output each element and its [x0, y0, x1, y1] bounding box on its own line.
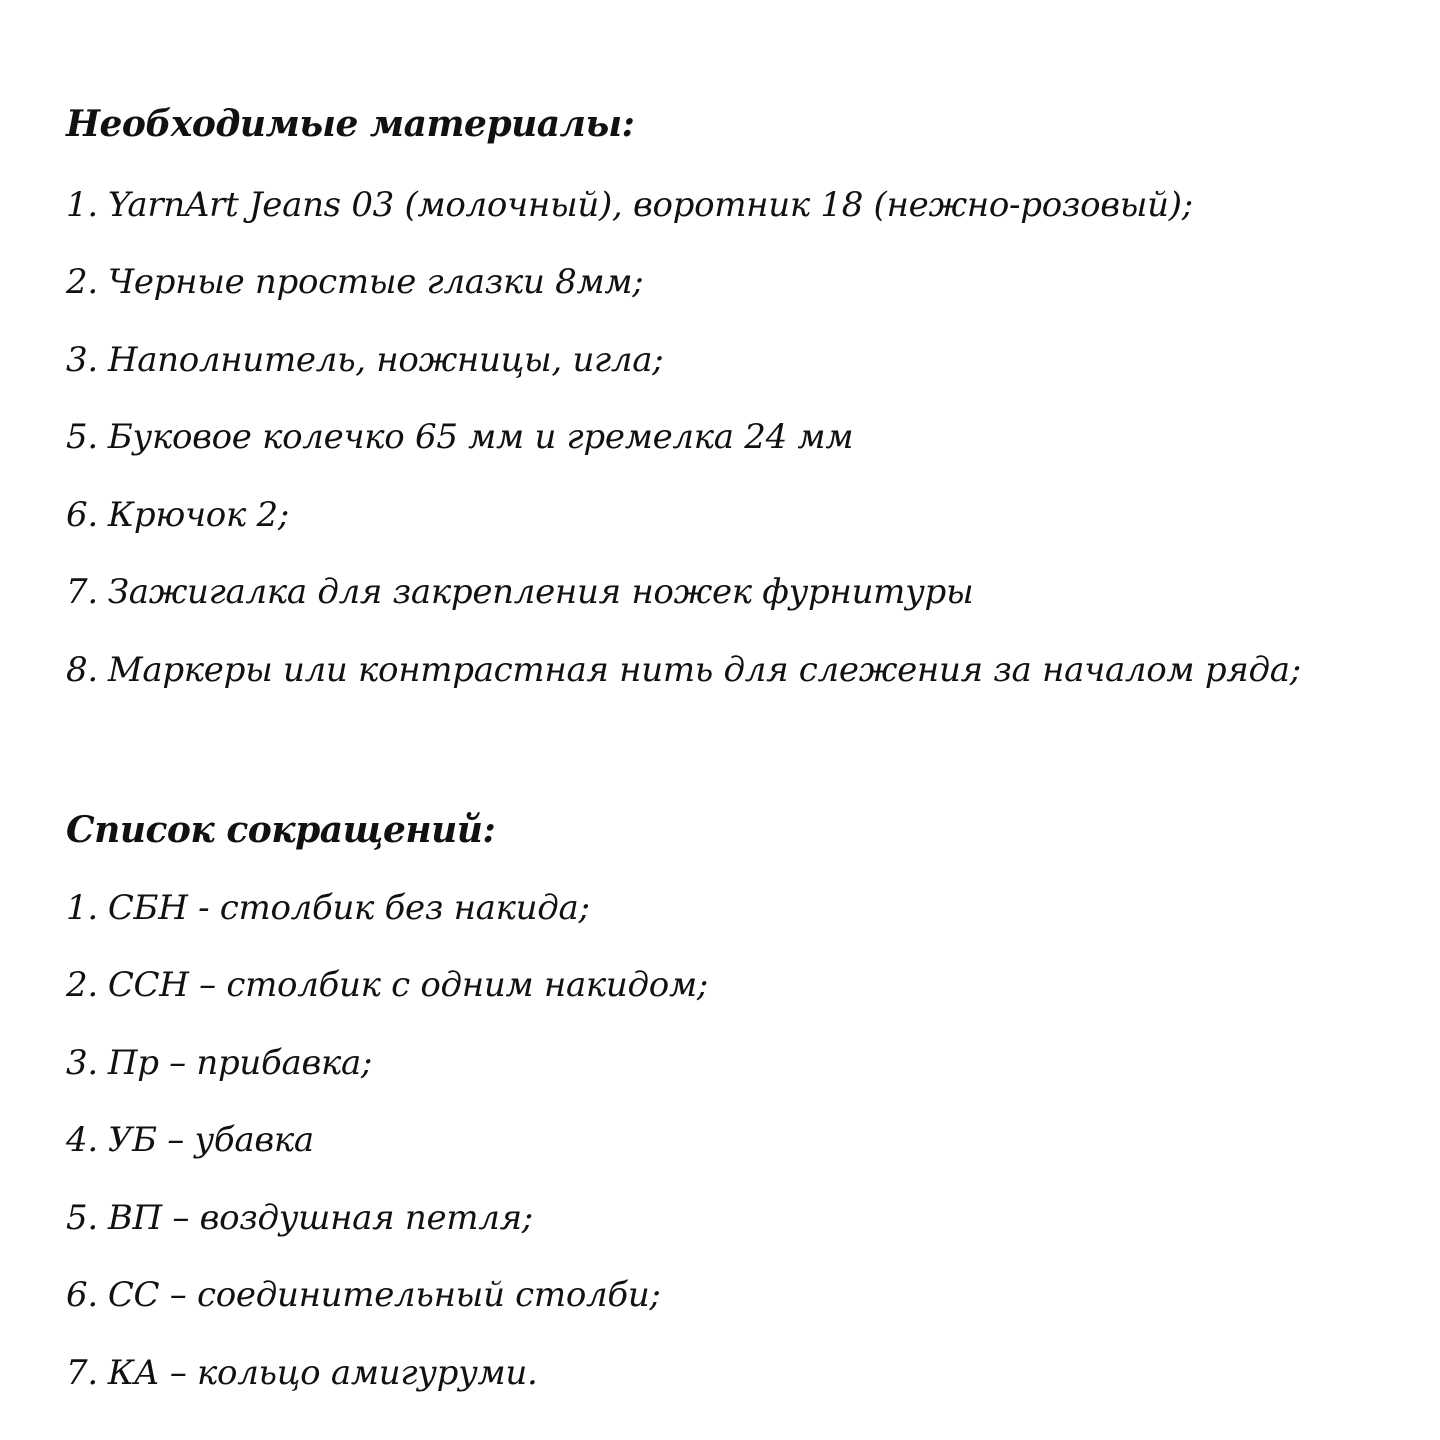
- materials-item: [66, 572, 974, 612]
- abbreviation-item: [66, 1198, 533, 1238]
- abbreviation-item: [66, 1120, 314, 1160]
- item-number: 7.: [66, 572, 98, 612]
- item-number: 1.: [66, 888, 98, 928]
- item-text: СБН - столбик без накида;: [107, 888, 590, 928]
- materials-item: [66, 495, 289, 535]
- item-number: 3.: [66, 1043, 98, 1083]
- item-number: 2.: [66, 262, 98, 302]
- item-text: Пр – прибавка;: [107, 1043, 373, 1083]
- abbreviation-item: [66, 965, 708, 1005]
- item-number: 3.: [66, 340, 98, 380]
- item-number: 6.: [66, 495, 98, 535]
- item-number: 1.: [66, 185, 98, 225]
- item-number: 5.: [66, 1198, 98, 1238]
- materials-item: [66, 185, 1193, 225]
- item-text: ССН – столбик с одним накидом;: [107, 965, 708, 1005]
- abbreviation-item: [66, 888, 590, 928]
- materials-item: [66, 262, 644, 302]
- item-text: ВП – воздушная петля;: [107, 1198, 533, 1238]
- abbreviation-item: [66, 1353, 538, 1393]
- item-text: Крючок 2;: [107, 495, 289, 535]
- abbreviation-item: [66, 1275, 661, 1315]
- item-number: 7.: [66, 1353, 98, 1393]
- item-number: 5.: [66, 417, 98, 457]
- item-text: СС – соединительный столби;: [107, 1275, 661, 1315]
- materials-item: [66, 417, 854, 457]
- item-text: Буковое колечко 65 мм и гремелка 24 мм: [107, 417, 854, 457]
- item-text: Зажигалка для закрепления ножек фурнитуры: [107, 572, 974, 612]
- abbreviations-heading: Список сокращений:: [66, 809, 496, 851]
- item-text: УБ – убавка: [107, 1120, 314, 1160]
- item-text: Наполнитель, ножницы, игла;: [107, 340, 664, 380]
- item-text: YarnArt Jeans 03 (молочный), воротник 18 (нежно-розовый);: [107, 185, 1193, 225]
- materials-heading: Необходимые материалы:: [66, 103, 635, 145]
- item-text: Черные простые глазки 8мм;: [107, 262, 644, 302]
- item-number: 6.: [66, 1275, 98, 1315]
- item-number: 8.: [66, 650, 98, 690]
- abbreviation-item: [66, 1043, 373, 1083]
- item-text: КА – кольцо амигуруми.: [107, 1353, 538, 1393]
- materials-item: [66, 340, 664, 380]
- item-number: 2.: [66, 965, 98, 1005]
- item-text: Маркеры или контрастная нить для слежения за началом ряда;: [107, 650, 1301, 690]
- item-number: 4.: [66, 1120, 98, 1160]
- materials-item: [66, 650, 1301, 690]
